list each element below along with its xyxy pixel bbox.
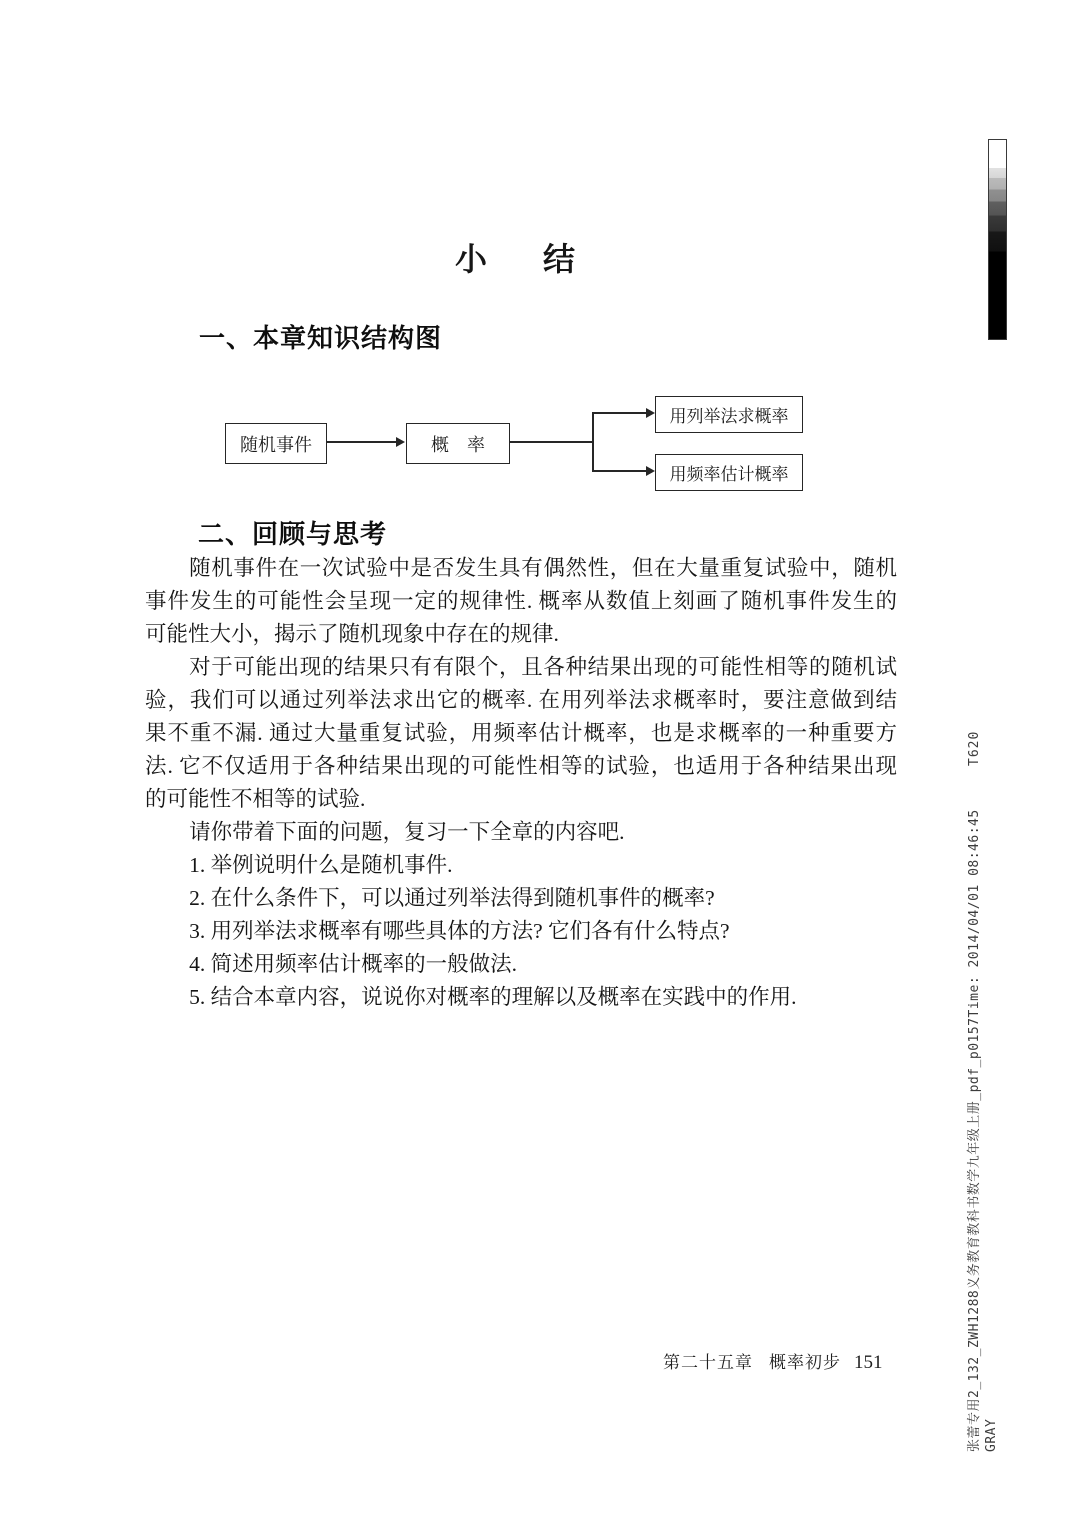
paragraph-line: 随机事件在一次试验中是否发生具有偶然性，但在大量重复试验中，随机 [189, 556, 897, 580]
paragraph-line: 验，我们可以通过列举法求出它的概率. 在用列举法求概率时，要注意做到结 [145, 688, 897, 712]
section-heading-review: 二、回顾与思考 [198, 519, 388, 549]
question-item: 2. 在什么条件下，可以通过列举法得到随机事件的概率? [189, 886, 715, 910]
flow-connector-line [592, 412, 646, 414]
scan-filename-label: 张蕾专用2_132_ZWH1288义务教育教科书数学九年级上册_pdf_p0157Time: 2014/04/01 08:46:45 [967, 809, 982, 1452]
page-title: 小 结 [454, 241, 587, 277]
scan-gray-label: GRAY [984, 1418, 999, 1452]
flow-node-probability: 概 率 [406, 423, 510, 464]
flow-connector-line [326, 441, 397, 443]
paragraph-line: 事件发生的可能性会呈现一定的规律性. 概率从数值上刻画了随机事件发生的 [145, 589, 897, 613]
arrow-right-icon [646, 466, 655, 476]
page-footer [663, 1348, 883, 1374]
arrow-right-icon [646, 408, 655, 418]
question-item: 3. 用列举法求概率有哪些具体的方法? 它们各有什么特点? [189, 919, 730, 943]
flow-node-frequency-estimate: 用频率估计概率 [655, 454, 803, 491]
scan-code-label: T620 [967, 730, 982, 766]
flow-node-enumeration-method: 用列举法求概率 [655, 396, 803, 433]
paragraph-line: 果不重不漏. 通过大量重复试验，用频率估计概率，也是求概率的一种重要方 [145, 721, 897, 745]
paragraph-line: 可能性大小，揭示了随机现象中存在的规律. [145, 622, 559, 646]
flow-connector-line [592, 470, 646, 472]
footer-chapter-label: 第二十五章 [663, 1353, 753, 1372]
footer-section-label: 概率初步 [769, 1353, 841, 1372]
arrow-right-icon [396, 437, 405, 447]
paragraph-line: 的可能性不相等的试验. [145, 787, 366, 811]
paragraph-line: 法. 它不仅适用于各种结果出现的可能性相等的试验，也适用于各种结果出现 [145, 754, 897, 778]
scan-watermark [966, 804, 1000, 1452]
flow-branch-line [592, 412, 594, 472]
question-item: 5. 结合本章内容，说说你对概率的理解以及概率在实践中的作用. [189, 985, 797, 1009]
lead-in-line: 请你带着下面的问题，复习一下全章的内容吧. [189, 820, 625, 844]
question-item: 1. 举例说明什么是随机事件. [189, 853, 453, 877]
flow-connector-line [509, 441, 593, 443]
knowledge-structure-diagram [145, 396, 897, 496]
page-number: 151 [854, 1352, 883, 1373]
paragraph-line: 对于可能出现的结果只有有限个，且各种结果出现的可能性相等的随机试 [189, 655, 897, 679]
section-heading-knowledge-structure: 一、本章知识结构图 [199, 323, 443, 353]
flow-node-random-event: 随机事件 [225, 423, 327, 464]
question-item: 4. 简述用频率估计概率的一般做法. [189, 952, 517, 976]
grayscale-calibration-strip [988, 139, 1007, 340]
review-text-block [145, 552, 897, 1014]
